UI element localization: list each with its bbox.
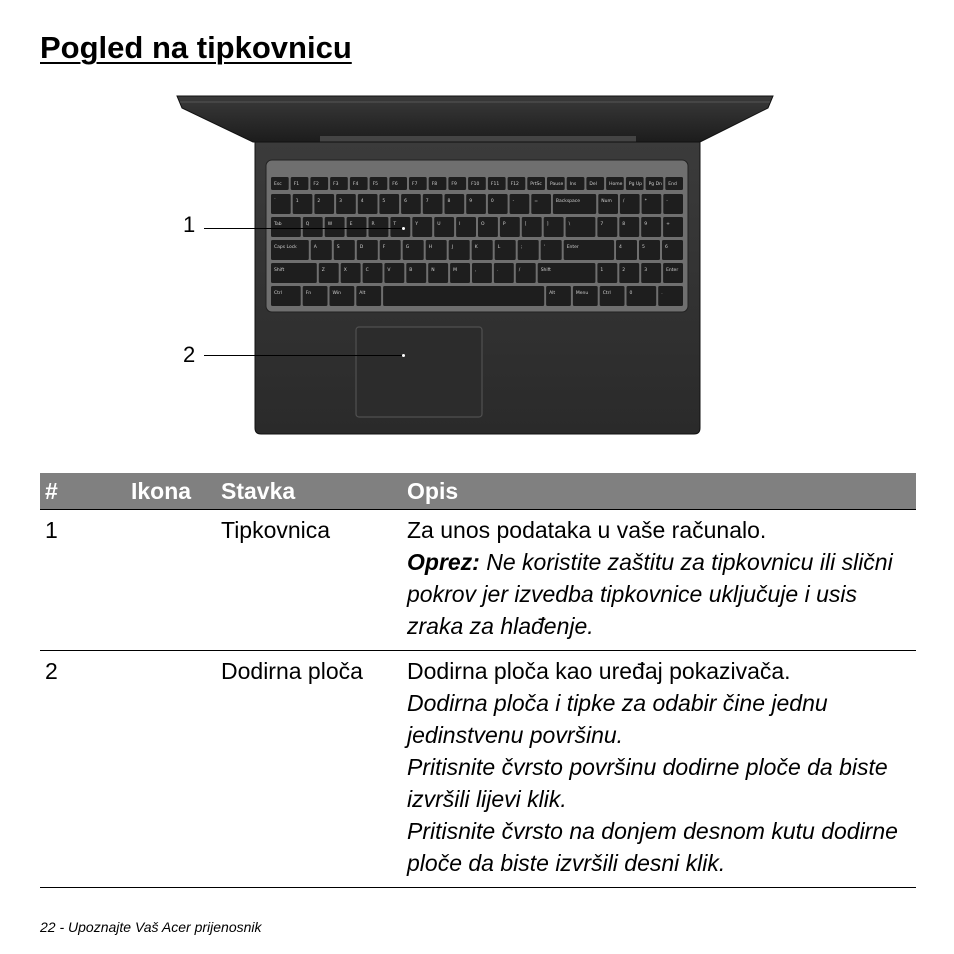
keyboard-key-label: Caps Lock [274, 245, 297, 250]
keyboard-key [619, 217, 639, 237]
keyboard-key [357, 240, 378, 260]
keyboard-key [358, 194, 378, 214]
keyboard-key [428, 263, 448, 283]
keyboard-key-label: ; [520, 245, 523, 250]
keyboard-key [546, 286, 571, 306]
keyboard-key-label: X [343, 268, 347, 273]
keyboard-key [544, 217, 564, 237]
keyboard-key-label: \ [568, 222, 571, 227]
keyboard-key [434, 217, 454, 237]
keyboard-key [495, 240, 516, 260]
spec-table [40, 473, 916, 888]
keyboard-key-label: V [387, 268, 391, 273]
keyboard-key [573, 286, 598, 306]
keyboard-key [311, 240, 332, 260]
keyboard-key-label: F11 [490, 182, 500, 187]
keyboard-key-label: Alt [359, 291, 366, 296]
keyboard-key [271, 217, 301, 237]
keyboard-key-label: M [453, 268, 457, 273]
keyboard-key-label: + [666, 222, 670, 227]
keyboard-key [336, 194, 356, 214]
keyboard-key [341, 263, 361, 283]
keyboard-key-label: F10 [471, 182, 480, 187]
keyboard-key-label: H [428, 245, 433, 250]
keyboard-key-label: / [622, 199, 625, 204]
keyboard-key [379, 194, 399, 214]
keyboard-key-label: 4 [619, 245, 622, 250]
keyboard-key-label: F6 [392, 182, 398, 187]
keyboard-key-label: F9 [451, 182, 457, 187]
keyboard-key-label: F3 [333, 182, 339, 187]
keyboard-key [445, 194, 465, 214]
keyboard-key-label: Win [332, 291, 341, 296]
keyboard-key-label: ` [274, 199, 277, 204]
table-header-row [40, 473, 916, 510]
table-row [40, 651, 916, 888]
laptop-lid [177, 96, 773, 142]
laptop-illustration [0, 90, 954, 440]
keyboard-key [403, 240, 424, 260]
row-item: Tipkovnica [221, 517, 331, 543]
keyboard-key [271, 240, 309, 260]
keyboard-key [598, 194, 618, 214]
keyboard-key-label: S [336, 245, 340, 250]
keyboard-key-label: F2 [313, 182, 319, 187]
keyboard-key-label: 5 [382, 199, 386, 204]
row-desc [402, 510, 916, 651]
keyboard-key-label: F4 [352, 182, 359, 187]
keyboard-key-label: PrtSc [530, 182, 542, 187]
keyboard-key-label: Enter [666, 268, 679, 273]
keyboard-key-label: Num [601, 199, 612, 204]
keyboard-key-label: [ [524, 222, 527, 227]
callout-1-line [204, 228, 404, 229]
keyboard-key-label: 0 [629, 291, 633, 296]
row-icon [126, 651, 216, 888]
row-num: 2 [45, 658, 58, 684]
keyboard-key-label: 1 [295, 199, 299, 204]
row-icon [126, 510, 216, 651]
desc-text: Dodirna ploča kao uređaj pokazivača. [407, 658, 791, 684]
keyboard-key [334, 240, 355, 260]
laptop-figure [0, 90, 954, 440]
keyboard-key-label: U [437, 222, 441, 227]
callout-2-label: 2 [183, 342, 196, 367]
header-desc: Opis [402, 473, 916, 510]
keyboard-key [616, 240, 637, 260]
keyboard-key-label: Esc [274, 182, 282, 187]
row-desc [402, 651, 916, 888]
keyboard-key-label: E [349, 222, 353, 227]
keyboard-key [472, 240, 493, 260]
keyboard-key [564, 240, 614, 260]
keyboard-key [271, 263, 317, 283]
keyboard-key-label: C [365, 268, 369, 273]
keyboard-key-label: 6 [404, 199, 407, 204]
keyboard-key [369, 217, 389, 237]
keyboard-key [412, 217, 432, 237]
keyboard-key-label: Ctrl [274, 291, 283, 296]
keyboard-key [541, 240, 562, 260]
keyboard-key-label: ] [546, 222, 549, 227]
keyboard-key-label: - [512, 199, 515, 204]
keyboard-key [516, 263, 536, 283]
keyboard-key-label: Shift [540, 268, 551, 273]
keyboard-key [663, 263, 683, 283]
keyboard-key-label: F8 [431, 182, 438, 187]
keyboard-key [663, 194, 683, 214]
keyboard-key-label: Pg Up [628, 182, 643, 187]
header-num: # [40, 473, 126, 510]
keyboard-key-label: T [393, 222, 397, 227]
keyboard-key [500, 217, 520, 237]
keyboard-key [620, 194, 640, 214]
keyboard-key-label: End [668, 182, 677, 187]
keyboard-key-label: D [359, 245, 364, 250]
keyboard-key-label: O [481, 222, 485, 227]
keyboard-key-label: 2 [317, 199, 321, 204]
keyboard-key-label: Alt [549, 291, 556, 296]
keyboard-key-label: Menu [575, 291, 589, 296]
keyboard-key [406, 263, 426, 283]
table-row [40, 510, 916, 651]
keyboard-key-label: 6 [665, 245, 668, 250]
keyboard-key-label: = [534, 199, 539, 204]
keyboard-key [356, 286, 381, 306]
keyboard-key-label: G [405, 245, 410, 250]
keyboard-key-label: 4 [360, 199, 364, 204]
keyboard-key [390, 217, 410, 237]
keyboard-key-label: I [459, 222, 461, 227]
caution-text: Ne koristite zaštitu za tipkovnicu ili slični pokrov jer izvedba tipkovnice uključuje i usis zraka za hlađenje. [407, 549, 893, 639]
keyboard-key-label: F5 [372, 182, 379, 187]
keyboard-key [518, 240, 539, 260]
keyboard-key [319, 263, 339, 283]
keyboard-key-label: 7 [425, 199, 429, 204]
keyboard-key [271, 194, 291, 214]
keyboard-key-label: Q [305, 222, 310, 227]
keyboard-key-label: P [502, 222, 506, 227]
keyboard-key [538, 263, 596, 283]
keyboard-key-label: F7 [412, 182, 418, 187]
keyboard-key-label: 8 [447, 199, 451, 204]
keyboard-key-label: Tab [274, 222, 282, 227]
keyboard-key-label: ' [543, 245, 545, 250]
callout-1-label: 1 [183, 212, 196, 237]
keyboard-key-label: F1 [293, 182, 300, 187]
keyboard-key [383, 286, 544, 306]
keyboard-key-label: Del [589, 182, 597, 187]
keyboard-key-label: 9 [644, 222, 648, 227]
keyboard-key-label: R [371, 222, 375, 227]
keyboard-key-label: 8 [622, 222, 626, 227]
keyboard-key-label: - [666, 199, 668, 204]
keyboard-key-label: 2 [622, 268, 626, 273]
keyboard-key [293, 194, 313, 214]
keyboard-key-label: F12 [510, 182, 519, 187]
keyboard-key [426, 240, 447, 260]
keyboard-key [488, 194, 508, 214]
callout-1-dot [402, 227, 405, 230]
keyboard-key [642, 194, 662, 214]
keyboard-key-label: Shift [274, 268, 285, 273]
keyboard-key [325, 217, 345, 237]
keyboard-key-label: Pg Dn [648, 182, 662, 187]
keyboard-key-label: Ctrl [602, 291, 611, 296]
row-num: 1 [45, 517, 58, 543]
keyboard-key-label: B [409, 268, 413, 273]
keyboard-key [566, 217, 596, 237]
keyboard-key [303, 217, 323, 237]
keyboard-key [449, 240, 470, 260]
keyboard-key [330, 286, 355, 306]
keyboard-key-label: / [518, 268, 521, 273]
keyboard-key [363, 263, 383, 283]
keyboard-key-label: 3 [339, 199, 342, 204]
callout-2-line [204, 355, 404, 356]
keyboard-key [597, 217, 617, 237]
keyboard-key [494, 263, 514, 283]
keyboard-key [380, 240, 401, 260]
desc-italic-3: Pritisnite čvrsto na donjem desnom kutu dodirne ploče da biste izvršili desni klik. [407, 818, 898, 876]
header-item: Stavka [216, 473, 402, 510]
keyboard-key-label: Z [321, 268, 325, 273]
keyboard-key-label: Pause [550, 182, 564, 187]
keyboard-key [347, 217, 367, 237]
keyboard-key [662, 240, 683, 260]
keyboard-key-label: 0 [490, 199, 494, 204]
keyboard-key [303, 286, 328, 306]
keyboard-key-label: * [644, 199, 647, 204]
keyboard-key-label: Backspace [555, 199, 581, 204]
keyboard-key [627, 286, 657, 306]
keyboard-key-label: 5 [642, 245, 645, 250]
keyboard-key [314, 194, 334, 214]
keyboard-key [510, 194, 530, 214]
keyboard-key-label: W [327, 222, 333, 227]
keyboard-key [553, 194, 596, 214]
keyboard-key-label: Fn [305, 291, 312, 296]
header-icon: Ikona [126, 473, 216, 510]
caution-label: Oprez: [407, 549, 480, 575]
keyboard-key [639, 240, 660, 260]
keyboard-key [641, 217, 661, 237]
keyboard-key [658, 286, 683, 306]
page-title: Pogled na tipkovnicu [40, 30, 352, 65]
keyboard-key-label: L [497, 245, 501, 250]
keyboard-key-label: Ins [569, 182, 577, 187]
keyboard-key [466, 194, 486, 214]
keyboard-key [450, 263, 470, 283]
keyboard-key-label: Enter [566, 245, 579, 250]
keyboard-key-label: , [475, 268, 477, 273]
keyboard-key [619, 263, 639, 283]
keyboard-key-label: 7 [600, 222, 604, 227]
keyboard-key-label: 3 [644, 268, 648, 273]
keyboard-key [531, 194, 551, 214]
keyboard-key-label: J [451, 245, 454, 250]
keyboard-key-label: 9 [469, 199, 473, 204]
keyboard-key [271, 286, 301, 306]
callout-2-dot [402, 354, 405, 357]
keyboard-key-label: N [431, 268, 435, 273]
keyboard-key-label: 1 [600, 268, 604, 273]
keyboard-key-label: K [474, 245, 478, 250]
keyboard-key-label: . [661, 291, 663, 296]
touchpad [356, 327, 482, 417]
keyboard-key [472, 263, 492, 283]
keyboard-key-label: A [313, 245, 317, 250]
keyboard-key-label: Y [415, 222, 419, 227]
keyboard-key [600, 286, 625, 306]
keyboard-key [597, 263, 617, 283]
desc-italic-1: Dodirna ploča i tipke za odabir čine jednu jedinstvenu površinu. [407, 690, 828, 748]
desc-italic-2: Pritisnite čvrsto površinu dodirne ploče da biste izvršili lijevi klik. [407, 754, 888, 812]
keyboard-key [423, 194, 443, 214]
keyboard-key [522, 217, 542, 237]
keyboard-key [641, 263, 661, 283]
keyboard-key [384, 263, 404, 283]
keyboard-key [456, 217, 476, 237]
row-item: Dodirna ploča [221, 658, 363, 684]
keyboard-key-label: F [382, 245, 386, 250]
page-footer: 22 - Upoznajte Vaš Acer prijenosnik [40, 919, 262, 935]
keyboard-key-label: Home [609, 182, 623, 187]
desc-text: Za unos podataka u vaše računalo. [407, 517, 767, 543]
keyboard-key [401, 194, 421, 214]
keyboard-key-label: . [496, 268, 499, 273]
keyboard-key [478, 217, 498, 237]
keyboard-key [663, 217, 683, 237]
